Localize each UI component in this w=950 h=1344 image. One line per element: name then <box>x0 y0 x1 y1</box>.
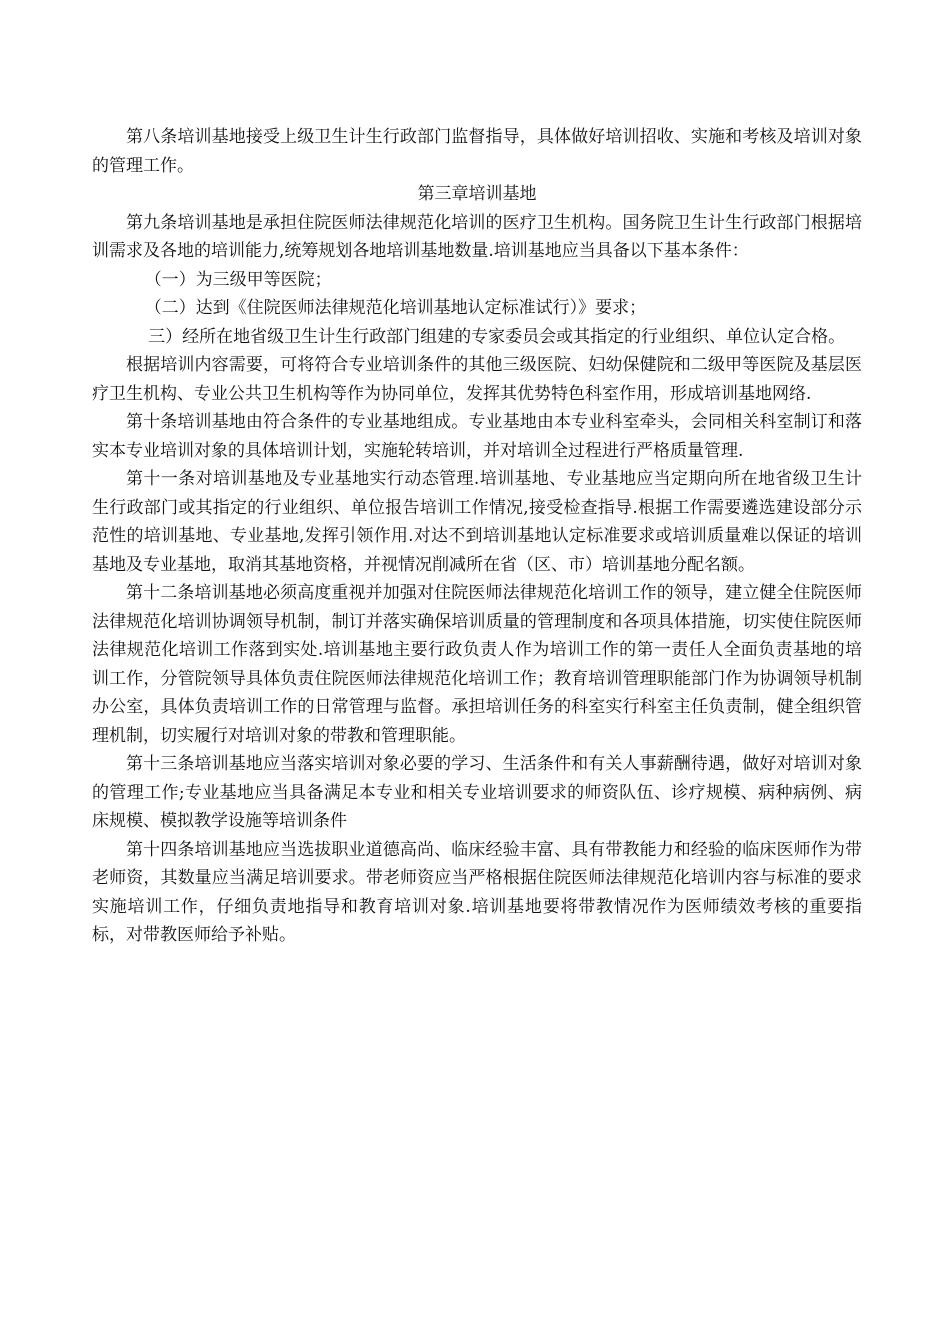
condition-item-2: （二）达到《住院医师法律规范化培训基地认定标准试行）》要求； <box>144 298 647 318</box>
article-10-paragraph: 第十条培训基地由符合条件的专业基地组成。专业基地由本专业科室牵头，会同相关科室制订和落实本专业培训对象的具体培训计划，实施轮转培训，并对培训全过程进行严格质量管理. <box>92 412 862 461</box>
condition-item-1: （一）为三级甲等医院； <box>144 269 332 290</box>
article-12-paragraph: 第十二条培训基地必须高度重视并加强对住院医师法律规范化培训工作的领导，建立健全住院医师法律规范化培训协调领导机制，制订并落实确保培训质量的管理制度和各项具体措施，切实使住院医师法律规范化培训工作落到实处.培训基地主要行政负责人作为培训工作的第一责任人全面负责基地的培训工作，分管院领导具体负责住院医师法律规范化培训工作；教育培训管理职能部门作为协调领导机制办公室，具体负责培训工作的日常管理与监督。承担培训任务的科室实行科室主任负责制，健全组织管理机制，切实履行对培训对象的带教和管理职能。 <box>92 583 862 746</box>
article-9-paragraph: 第九条培训基地是承担住院医师法律规范化培训的医疗卫生机构。国务院卫生计生行政部门根据培训需求及各地的培训能力,统筹规划各地培训基地数量.培训基地应当具备以下基本条件： <box>92 212 862 261</box>
collaborating-units-paragraph: 根据培训内容需要，可将符合专业培训条件的其他三级医院、妇幼保健院和二级甲等医院及基层医疗卫生机构、专业公共卫生机构等作为协同单位，发挥其优势特色科室作用，形成培训基地网络. <box>92 355 862 404</box>
article-8-paragraph: 第八条培训基地接受上级卫生计生行政部门监督指导，具体做好培训招收、实施和考核及培训对象的管理工作。 <box>92 127 862 176</box>
article-14-paragraph: 第十四条培训基地应当选拔职业道德高尚、临床经验丰富、具有带教能力和经验的临床医师作为带老师资，其数量应当满足培训要求。带老师资应当严格根据住院医师法律规范化培训内容与标准的要求实施培训工作，仔细负责地指导和教育培训对象.培训基地要将带教情况作为医师绩效考核的重要指标，对带教医师给予补贴。 <box>92 839 862 945</box>
article-13-paragraph: 第十三条培训基地应当落实培训对象必要的学习、生活条件和有关人事薪酬待遇，做好对培训对象的管理工作;专业基地应当具备满足本专业和相关专业培训要求的师资队伍、诊疗规模、病种病例、病床规模、模拟教学设施等培训条件 <box>92 754 862 831</box>
article-11-paragraph: 第十一条对培训基地及专业基地实行动态管理.培训基地、专业基地应当定期向所在地省级卫生计生行政部门或其指定的行业组织、单位报告培训工作情况,接受检查指导.根据工作需要遴选建设部分示范性的培训基地、专业基地,发挥引领作用.对达不到培训基地认定标准要求或培训质量难以保证的培训基地及专业基地，取消其基地资格，并视情况削减所在省（区、市）培训基地分配名额。 <box>92 469 862 575</box>
document-page <box>92 123 862 950</box>
condition-item-3: 三）经所在地省级卫生计生行政部门组建的专家委员会或其指定的行业组织、单位认定合格。 <box>148 326 846 347</box>
chapter-heading: 第三章培训基地 <box>417 184 537 204</box>
